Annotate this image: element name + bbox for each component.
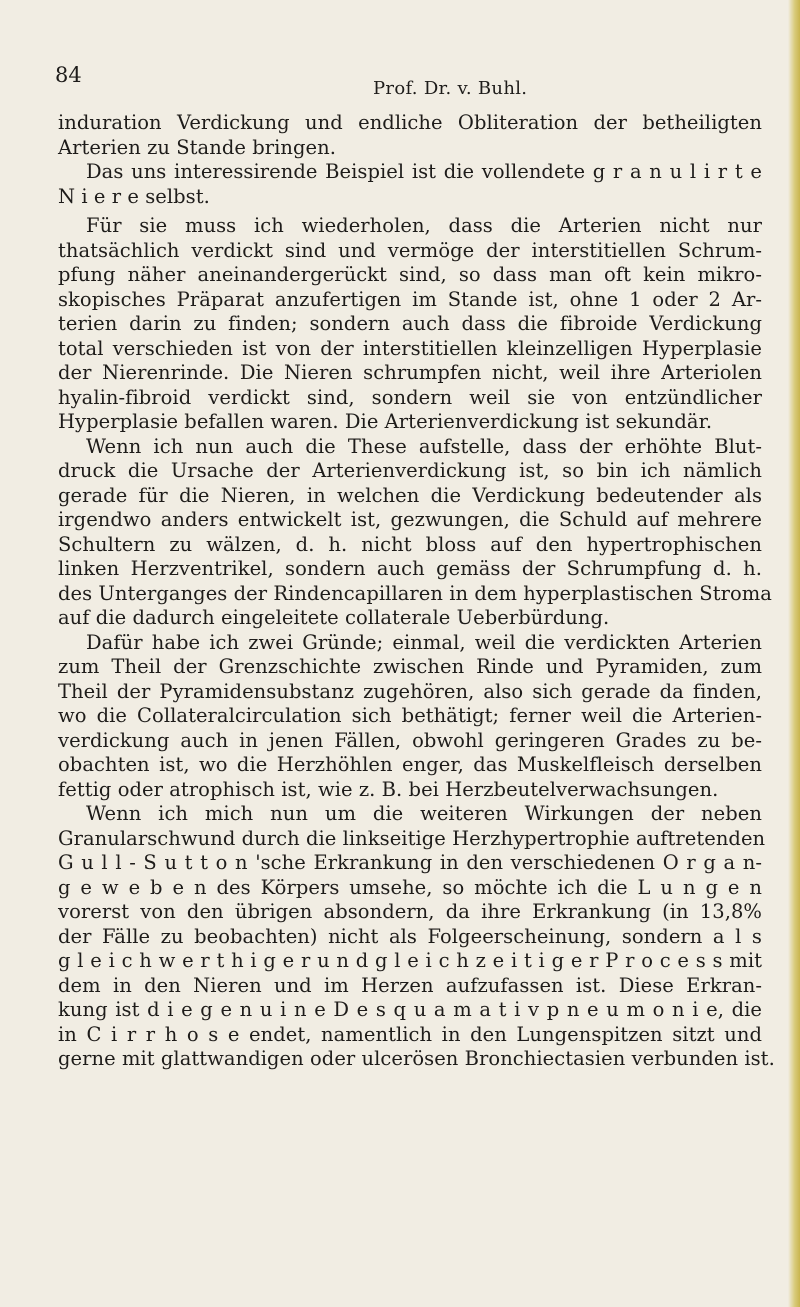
running-head: Prof. Dr. v. Buhl. — [373, 78, 528, 99]
text-line: N i e r e selbst. — [58, 184, 210, 208]
text-line: terien darin zu finden; sondern auch dass die fibroide Verdickung — [58, 312, 762, 335]
text-line: irgendwo anders entwickelt ist, gezwungen, die Schuld auf mehrere — [58, 508, 762, 531]
text-line: der Nierenrinde. Die Nieren schrumpfen nicht, weil ihre Arteriolen — [58, 361, 762, 384]
text-line: vorerst von den übrigen absondern, da ihre Erkrankung (in 13,8% — [58, 900, 762, 923]
page-number: 84 — [55, 63, 82, 87]
text-line: linken Herzventrikel, sondern auch gemäss der Schrumpfung d. h. — [58, 557, 762, 580]
text-line: gerade für die Nieren, in welchen die Verdickung bedeutender als — [58, 483, 762, 507]
text-line: skopisches Präparat anzufertigen im Stande ist, ohne 1 oder 2 Ar- — [58, 287, 762, 311]
text-line: dem in den Nieren und im Herzen aufzufassen ist. Diese Erkran- — [58, 973, 762, 997]
text-line: g e w e b e n des Körpers umsehe, so möchte ich die L u n g e n — [58, 875, 762, 899]
text-line: Wenn ich mich nun um die weiteren Wirkungen der neben — [86, 802, 762, 825]
page-edge — [788, 0, 800, 1307]
text-line: des Unterganges der Rindencapillaren in dem hyperplastischen Stroma — [58, 581, 772, 605]
text-line: druck die Ursache der Arterienverdickung ist, so bin ich nämlich — [58, 459, 762, 482]
text-line: zum Theil der Grenzschichte zwischen Rinde und Pyramiden, zum — [58, 655, 762, 678]
text-line: hyalin-fibroid verdickt sind, sondern weil sie von entzündlicher — [58, 385, 762, 409]
text-line: G u l l - S u t t o n 'sche Erkrankung in den verschiedenen O r g a n- — [58, 851, 762, 874]
text-line: obachten ist, wo die Herzhöhlen enger, das Muskelfleisch derselben — [58, 753, 762, 776]
text-line: gerne mit glattwandigen oder ulcerösen Bronchiectasien verbunden ist. — [58, 1047, 775, 1070]
text-line: induration Verdickung und endliche Obliteration der betheiligten — [58, 111, 762, 134]
text-line: Theil der Pyramidensubstanz zugehören, also sich gerade da finden, — [58, 679, 762, 703]
body-text — [58, 111, 775, 1072]
text-line: Hyperplasie befallen waren. Die Arterienverdickung ist sekundär. — [58, 410, 713, 433]
text-line: der Fälle zu beobachten) nicht als Folgeerscheinung, sondern a l s — [58, 924, 762, 948]
text-line: Granularschwund durch die linkseitige Herzhypertrophie auftretenden — [58, 826, 766, 850]
text-line: verdickung auch in jenen Fällen, obwohl geringeren Grades zu be- — [58, 728, 762, 752]
text-line: Wenn ich nun auch die These aufstelle, dass der erhöhte Blut- — [86, 434, 762, 458]
text-line: Das uns interessirende Beispiel ist die vollendete g r a n u l i r t e — [86, 160, 762, 183]
text-line: Für sie muss ich wiederholen, dass die Arterien nicht nur — [86, 214, 762, 237]
text-line: Schultern zu wälzen, d. h. nicht bloss auf den hypertrophischen — [58, 532, 762, 556]
text-line: kung ist d i e g e n u i n e D e s q u a m a t i v p n e u m o n i e, die — [58, 998, 762, 1021]
text-line: pfung näher aneinandergerückt sind, so dass man oft kein mikro- — [58, 263, 762, 286]
text-line: wo die Collateralcirculation sich bethätigt; ferner weil die Arterien- — [58, 704, 762, 727]
text-line: thatsächlich verdickt sind und vermöge der interstitiellen Schrum- — [58, 238, 762, 262]
text-line: Arterien zu Stande bringen. — [58, 135, 336, 159]
text-line: auf die dadurch eingeleitete collaterale Ueberbürdung. — [58, 606, 610, 629]
text-line: total verschieden ist von der interstitiellen kleinzelligen Hyperplasie — [58, 336, 762, 360]
text-line: g l e i c h w e r t h i g e r u n d g l e i c h z e i t i g e r P r o c e s s mit — [58, 949, 762, 972]
text-line: in C i r r h o s e endet, namentlich in den Lungenspitzen sitzt und — [58, 1022, 762, 1046]
text-line: Dafür habe ich zwei Gründe; einmal, weil die verdickten Arterien — [86, 630, 762, 654]
text-line: fettig oder atrophisch ist, wie z. B. bei Herzbeutelverwachsungen. — [58, 777, 719, 801]
